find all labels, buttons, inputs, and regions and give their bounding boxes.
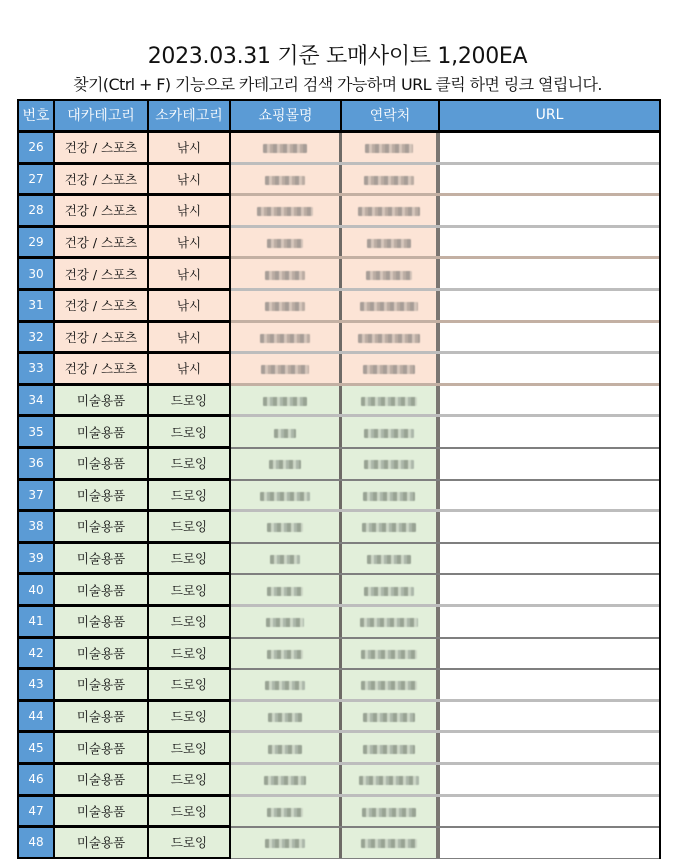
redacted-contact [363,492,415,501]
table-row [19,607,659,639]
redacted-contact [364,176,414,185]
big-category-cell: 미술용품 [55,512,149,544]
contact-cell [342,133,440,165]
table-row [19,417,659,449]
contact-cell [342,323,440,355]
contact-cell [342,797,440,829]
redacted-shop-name [274,429,296,438]
table-row [19,765,659,797]
shop-name-cell [231,291,342,323]
table-row [19,544,659,576]
url-link-cell[interactable] [440,228,659,260]
small-category-cell: 드로잉 [149,386,231,418]
shop-name-cell [231,449,342,481]
shop-name-cell [231,417,342,449]
url-link-cell[interactable] [440,512,659,544]
big-category-cell: 미술용품 [55,670,149,702]
contact-cell [342,702,440,734]
redacted-contact [365,144,413,153]
column-header-contact: 연락처 [342,101,440,133]
url-link-cell[interactable] [440,797,659,829]
redacted-shop-name [266,618,304,627]
url-link-cell[interactable] [440,323,659,355]
redacted-contact [363,365,415,374]
row-number: 41 [19,607,55,639]
url-link-cell[interactable] [440,481,659,513]
row-number: 39 [19,544,55,576]
redacted-contact [364,429,414,438]
redacted-shop-name [267,523,303,532]
big-category-cell: 미술용품 [55,797,149,829]
redacted-shop-name [264,776,306,785]
url-link-cell[interactable] [440,133,659,165]
redacted-shop-name [257,207,313,216]
url-link-cell[interactable] [440,639,659,671]
column-header-shop-name: 쇼핑몰명 [231,101,342,133]
redacted-shop-name [263,144,307,153]
redacted-shop-name [265,681,305,690]
redacted-contact [359,776,419,785]
small-category-cell: 낚시 [149,228,231,260]
small-category-cell: 드로잉 [149,828,231,859]
big-category-cell: 건강 / 스포츠 [55,228,149,260]
table-row [19,354,659,386]
shop-name-cell [231,544,342,576]
contact-cell [342,291,440,323]
big-category-cell: 미술용품 [55,386,149,418]
big-category-cell: 건강 / 스포츠 [55,165,149,197]
table-row [19,449,659,481]
row-number: 36 [19,449,55,481]
shop-name-cell [231,196,342,228]
url-link-cell[interactable] [440,607,659,639]
url-link-cell[interactable] [440,544,659,576]
table-row [19,133,659,165]
redacted-shop-name [269,460,301,469]
contact-cell [342,544,440,576]
url-link-cell[interactable] [440,575,659,607]
big-category-cell: 미술용품 [55,607,149,639]
url-link-cell[interactable] [440,449,659,481]
contact-cell [342,165,440,197]
contact-cell [342,354,440,386]
small-category-cell: 드로잉 [149,449,231,481]
redacted-contact [360,618,418,627]
table-row [19,733,659,765]
small-category-cell: 낚시 [149,133,231,165]
row-number: 40 [19,575,55,607]
redacted-shop-name [270,555,300,564]
small-category-cell: 낚시 [149,354,231,386]
shop-name-cell [231,512,342,544]
table-row [19,481,659,513]
redacted-contact [363,713,415,722]
contact-cell [342,386,440,418]
redacted-contact [361,839,417,848]
big-category-cell: 건강 / 스포츠 [55,196,149,228]
redacted-contact [367,239,411,248]
small-category-cell: 드로잉 [149,733,231,765]
small-category-cell: 드로잉 [149,575,231,607]
redacted-shop-name [268,713,302,722]
redacted-contact [361,397,417,406]
url-link-cell[interactable] [440,196,659,228]
shop-name-cell [231,607,342,639]
contact-cell [342,417,440,449]
redacted-shop-name [263,397,307,406]
row-number: 28 [19,196,55,228]
table-row [19,386,659,418]
page-subtitle: 찾기(Ctrl + F) 기능으로 카테고리 검색 가능하며 URL 클릭 하면 링크 열립니다. [73,75,602,94]
url-link-cell[interactable] [440,733,659,765]
redacted-shop-name [265,176,305,185]
redacted-contact [364,587,414,596]
small-category-cell: 드로잉 [149,702,231,734]
shop-name-cell [231,228,342,260]
row-number: 38 [19,512,55,544]
table-row [19,165,659,197]
redacted-shop-name [265,839,305,848]
big-category-cell: 미술용품 [55,544,149,576]
page-title: 2023.03.31 기준 도매사이트 1,200EA [147,44,528,69]
small-category-cell: 드로잉 [149,639,231,671]
table-row [19,259,659,291]
big-category-cell: 미술용품 [55,449,149,481]
small-category-cell: 드로잉 [149,481,231,513]
url-link-cell[interactable] [440,828,659,859]
shop-name-cell [231,797,342,829]
contact-cell [342,639,440,671]
redacted-contact [361,650,417,659]
big-category-cell: 건강 / 스포츠 [55,259,149,291]
big-category-cell: 미술용품 [55,481,149,513]
url-link-cell[interactable] [440,291,659,323]
row-number: 32 [19,323,55,355]
shop-name-cell [231,575,342,607]
row-number: 48 [19,828,55,859]
table-row [19,512,659,544]
big-category-cell: 미술용품 [55,828,149,859]
url-link-cell[interactable] [440,386,659,418]
url-link-cell[interactable] [440,702,659,734]
big-category-cell: 건강 / 스포츠 [55,354,149,386]
redacted-shop-name [265,271,305,280]
contact-cell [342,259,440,291]
row-number: 31 [19,291,55,323]
table-row [19,575,659,607]
column-header-no: 번호 [19,101,55,133]
table-row [19,196,659,228]
row-number: 47 [19,797,55,829]
url-link-cell[interactable] [440,259,659,291]
big-category-cell: 미술용품 [55,639,149,671]
small-category-cell: 드로잉 [149,417,231,449]
redacted-contact [362,808,416,817]
contact-cell [342,670,440,702]
row-number: 37 [19,481,55,513]
shop-name-cell [231,323,342,355]
url-link-cell[interactable] [440,670,659,702]
redacted-shop-name [260,334,310,343]
contact-cell [342,481,440,513]
shop-name-cell [231,765,342,797]
small-category-cell: 드로잉 [149,607,231,639]
row-number: 42 [19,639,55,671]
redacted-contact [364,460,414,469]
url-link-cell[interactable] [440,165,659,197]
redacted-contact [362,523,416,532]
small-category-cell: 낚시 [149,196,231,228]
row-number: 46 [19,765,55,797]
redacted-shop-name [267,587,303,596]
redacted-contact [358,207,420,216]
big-category-cell: 미술용품 [55,765,149,797]
table-header-row [19,101,659,133]
column-header-url: URL [440,101,659,133]
row-number: 34 [19,386,55,418]
contact-cell [342,512,440,544]
shop-name-cell [231,165,342,197]
small-category-cell: 낚시 [149,323,231,355]
big-category-cell: 미술용품 [55,417,149,449]
redacted-contact [360,302,418,311]
redacted-contact [361,681,417,690]
table-row [19,828,659,859]
table-row [19,323,659,355]
redacted-shop-name [261,365,309,374]
row-number: 44 [19,702,55,734]
contact-cell [342,575,440,607]
url-link-cell[interactable] [440,765,659,797]
table-row [19,702,659,734]
shop-name-cell [231,481,342,513]
column-header-small-category: 소카테고리 [149,101,231,133]
shop-name-cell [231,133,342,165]
small-category-cell: 드로잉 [149,512,231,544]
shop-name-cell [231,354,342,386]
small-category-cell: 낚시 [149,259,231,291]
big-category-cell: 건강 / 스포츠 [55,133,149,165]
redacted-shop-name [267,650,303,659]
redacted-contact [363,745,415,754]
small-category-cell: 드로잉 [149,544,231,576]
shop-name-cell [231,259,342,291]
contact-cell [342,733,440,765]
shop-name-cell [231,639,342,671]
wholesale-sites-table [17,99,661,859]
contact-cell [342,449,440,481]
table-row [19,639,659,671]
redacted-shop-name [267,808,303,817]
small-category-cell: 낚시 [149,291,231,323]
redacted-contact [367,555,411,564]
contact-cell [342,196,440,228]
row-number: 33 [19,354,55,386]
redacted-shop-name [260,492,310,501]
column-header-big-category: 대카테고리 [55,101,149,133]
redacted-contact [358,334,420,343]
row-number: 26 [19,133,55,165]
contact-cell [342,228,440,260]
big-category-cell: 미술용품 [55,702,149,734]
small-category-cell: 드로잉 [149,797,231,829]
table-row [19,670,659,702]
row-number: 45 [19,733,55,765]
big-category-cell: 미술용품 [55,575,149,607]
row-number: 35 [19,417,55,449]
contact-cell [342,828,440,859]
contact-cell [342,607,440,639]
redacted-shop-name [267,239,303,248]
shop-name-cell [231,670,342,702]
row-number: 30 [19,259,55,291]
table-row [19,291,659,323]
row-number: 43 [19,670,55,702]
shop-name-cell [231,733,342,765]
url-link-cell[interactable] [440,354,659,386]
big-category-cell: 미술용품 [55,733,149,765]
shop-name-cell [231,386,342,418]
table-row [19,797,659,829]
row-number: 29 [19,228,55,260]
table-row [19,228,659,260]
shop-name-cell [231,828,342,859]
small-category-cell: 낚시 [149,165,231,197]
redacted-shop-name [265,302,305,311]
small-category-cell: 드로잉 [149,670,231,702]
contact-cell [342,765,440,797]
url-link-cell[interactable] [440,417,659,449]
shop-name-cell [231,702,342,734]
redacted-contact [366,271,412,280]
big-category-cell: 건강 / 스포츠 [55,291,149,323]
big-category-cell: 건강 / 스포츠 [55,323,149,355]
small-category-cell: 드로잉 [149,765,231,797]
row-number: 27 [19,165,55,197]
redacted-shop-name [268,745,302,754]
